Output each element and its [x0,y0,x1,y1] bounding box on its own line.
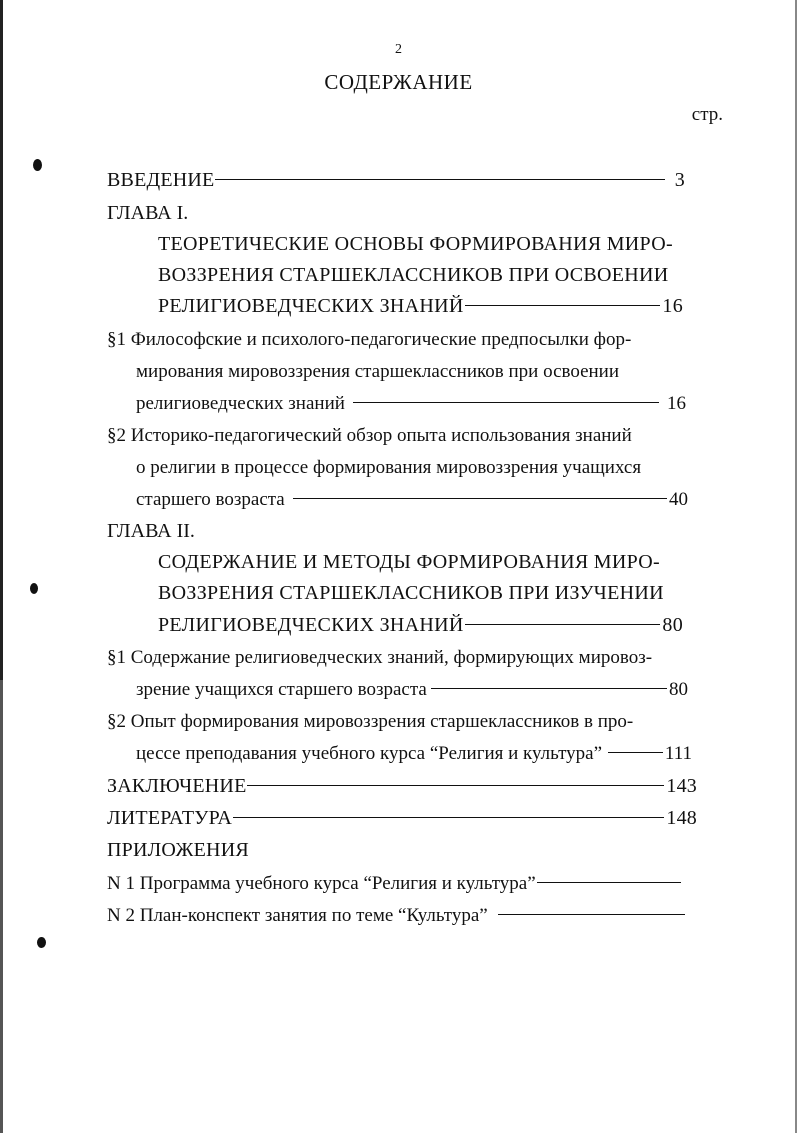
leader-line [537,882,681,883]
leader-line [498,914,685,915]
leader-line [465,624,661,625]
toc-page-number: 143 [666,775,697,797]
document-title: СОДЕРЖАНИЕ [324,70,473,94]
toc-page-number: 148 [666,807,697,829]
section-line: мирования мировоззрения старшеклассников при освоении [136,361,620,382]
toc-entry-appendices[interactable]: ПРИЛОЖЕНИЯ [107,839,249,861]
leader-line [247,785,664,786]
leader-line [215,179,664,180]
chapter-1-title-line: ВОЗЗРЕНИЯ СТАРШЕКЛАССНИКОВ ПРИ ОСВОЕНИИ [158,264,669,286]
chapter-2-title-line: СОДЕРЖАНИЕ И МЕТОДЫ ФОРМИРОВАНИЯ МИРО- [158,551,660,573]
section-line: §1 Философские и психолого-педагогические предпосылки фор- [107,329,632,350]
toc-entry-chapter-1-section-1[interactable]: религиоведческих знаний 16 [136,389,686,419]
toc-page-number: 80 [669,679,688,700]
leader-line [608,752,663,753]
toc-page-number: 40 [669,489,688,510]
toc-entry-intro[interactable] [107,165,685,195]
leader-line [293,498,667,499]
page-number: 2 [395,42,402,57]
leader-line [465,305,661,306]
toc-page-number: 16 [667,393,686,414]
toc-entry-chapter-2[interactable]: РЕЛИГИОВЕДЧЕСКИХ ЗНАНИЙ 80 [158,610,683,640]
toc-entry-chapter-2-section-2[interactable]: цессе преподавания учебного курса “Религия и культура” 111 [136,739,692,769]
toc-entry-literature[interactable]: ЛИТЕРАТУРА 148 [107,803,697,833]
section-line: §2 Историко-педагогический обзор опыта использования знаний [107,425,632,446]
leader-line [233,817,664,818]
toc-entry-conclusion[interactable]: ЗАКЛЮЧЕНИЕ 143 [107,771,697,801]
toc-page-number: 80 [662,614,683,636]
toc-entry-chapter-1-section-2[interactable]: старшего возраста 40 [136,485,688,515]
toc-page-number: 111 [664,743,692,764]
chapter-2-label: ГЛАВА II. [107,520,195,542]
toc-entry-chapter-2-section-1[interactable]: зрение учащихся старшего возраста 80 [136,675,688,705]
section-line: §1 Содержание религиоведческих знаний, формирующих мировоз- [107,647,653,668]
toc-entry-appendix-1[interactable]: N 1 Программа учебного курса “Религия и культура” [107,869,683,899]
chapter-1-title-line: ТЕОРЕТИЧЕСКИЕ ОСНОВЫ ФОРМИРОВАНИЯ МИРО- [158,233,673,255]
leader-line [353,402,659,403]
page-column-label: стр. [691,104,723,125]
toc-entry-chapter-1[interactable]: РЕЛИГИОВЕДЧЕСКИХ ЗНАНИЙ 16 [158,291,683,321]
toc-page-number: 16 [662,295,683,317]
section-line: §2 Опыт формирования мировоззрения старшеклассников в про- [107,711,634,732]
leader-line [431,688,667,689]
chapter-2-title-line: ВОЗЗРЕНИЯ СТАРШЕКЛАССНИКОВ ПРИ ИЗУЧЕНИИ [158,582,664,604]
toc-entry-text: ВВЕДЕНИЕ [107,169,215,191]
toc-entry-appendix-2[interactable]: N 2 План-конспект занятия по теме “Культура” [107,901,687,931]
section-line: о религии в процессе формирования мировоззрения учащихся [136,457,642,478]
toc-page-number: 3 [674,169,685,191]
chapter-1-label: ГЛАВА I. [107,202,189,224]
